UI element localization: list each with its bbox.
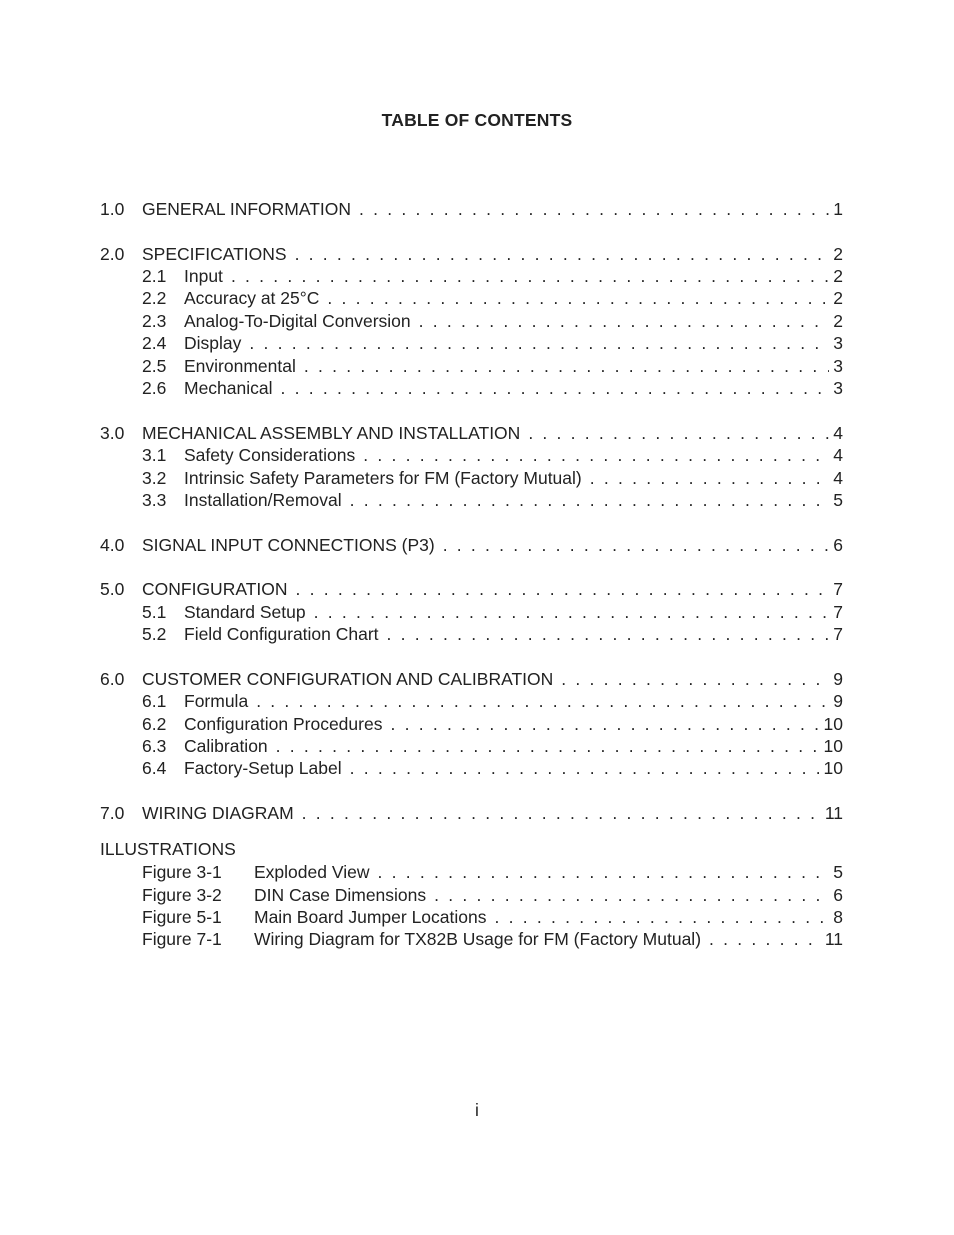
figure-label: DIN Case Dimensions (254, 884, 427, 905)
page-number: 1 (833, 199, 843, 219)
footer-page-number: i (475, 1100, 479, 1120)
dot-leader (296, 578, 830, 600)
dot-leader (302, 802, 821, 824)
dot-leader (709, 928, 821, 950)
page-number: 7 (833, 624, 843, 645)
dot-leader (256, 690, 829, 712)
subsection-label: Formula (184, 691, 249, 712)
subsection-label: Accuracy at 25°C (184, 288, 320, 309)
toc-entry[interactable] (100, 243, 843, 265)
subsection-number: 2.1 (142, 266, 167, 287)
section-number: 6.0 (100, 668, 125, 689)
dot-leader (390, 713, 819, 735)
toc-entry[interactable] (100, 198, 843, 220)
page-number: 4 (833, 445, 843, 466)
page-number: 6 (833, 534, 843, 555)
page-number: 11 (824, 802, 843, 823)
illustrations-section (100, 837, 843, 950)
toc-subentry[interactable] (100, 713, 843, 735)
page-number: 3 (833, 378, 843, 399)
page-number: 3 (833, 355, 843, 376)
dot-leader (231, 265, 829, 287)
section-number: 7.0 (100, 802, 125, 823)
subsection-label: Safety Considerations (184, 445, 356, 466)
page-number: 9 (833, 691, 843, 712)
subsection-number: 6.4 (142, 758, 167, 779)
figure-entry[interactable] (100, 884, 843, 906)
figure-label: Wiring Diagram for TX82B Usage for FM (Factory Mutual) (254, 929, 702, 950)
page-number: 2 (833, 266, 843, 287)
subsection-number: 3.3 (142, 489, 167, 510)
toc-subentry[interactable] (100, 623, 843, 645)
subsection-number: 2.4 (142, 333, 167, 354)
subsection-label: Display (184, 333, 242, 354)
toc-section (100, 243, 843, 400)
section-number: 4.0 (100, 534, 125, 555)
toc-subentry[interactable] (100, 377, 843, 399)
page-number: 4 (833, 467, 843, 488)
toc-subentry[interactable] (100, 690, 843, 712)
subsection-number: 6.1 (142, 691, 167, 712)
dot-leader (281, 377, 830, 399)
section-label: WIRING DIAGRAM (142, 802, 294, 823)
page-number: 10 (823, 735, 843, 756)
section-label: GENERAL INFORMATION (142, 199, 352, 219)
section-number: 5.0 (100, 579, 125, 600)
section-label: MECHANICAL ASSEMBLY AND INSTALLATION (142, 422, 521, 443)
toc-subentry[interactable] (100, 467, 843, 489)
section-label: CUSTOMER CONFIGURATION AND CALIBRATION (142, 668, 554, 689)
subsection-label: Intrinsic Safety Parameters for FM (Factory Mutual) (184, 467, 582, 488)
subsection-number: 2.5 (142, 355, 167, 376)
dot-leader (350, 757, 820, 779)
dot-leader (249, 332, 829, 354)
subsection-number: 5.2 (142, 624, 167, 645)
section-label: CONFIGURATION (142, 579, 288, 600)
figure-number: Figure 7-1 (142, 929, 222, 950)
dot-leader (350, 489, 830, 511)
toc-subentry[interactable] (100, 757, 843, 779)
subsection-label: Mechanical (184, 378, 273, 399)
subsection-label: Field Configuration Chart (184, 624, 379, 645)
page-number: 2 (833, 288, 843, 309)
subsection-number: 6.2 (142, 713, 167, 734)
subsection-number: 6.3 (142, 735, 167, 756)
dot-leader (304, 355, 829, 377)
toc-subentry[interactable] (100, 489, 843, 511)
page-number: 6 (833, 884, 843, 905)
dot-leader (363, 444, 829, 466)
toc-title: TABLE OF CONTENTS (381, 110, 573, 130)
toc-entry[interactable] (100, 534, 843, 556)
dot-leader (443, 534, 830, 556)
toc-entry[interactable] (100, 578, 843, 600)
subsection-number: 5.1 (142, 601, 167, 622)
toc-section (100, 802, 843, 824)
figure-number: Figure 5-1 (142, 906, 222, 927)
dot-leader (494, 906, 829, 928)
figure-entry[interactable] (100, 928, 843, 950)
toc-subentry[interactable] (100, 601, 843, 623)
toc-entry[interactable] (100, 422, 843, 444)
toc-list (100, 198, 843, 951)
toc-section (100, 578, 843, 645)
figure-entry[interactable] (100, 861, 843, 883)
page-number: 10 (823, 713, 843, 734)
page-number: 3 (833, 333, 843, 354)
dot-leader (419, 310, 830, 332)
dot-leader (377, 861, 829, 883)
toc-section (100, 422, 843, 512)
page-number: 7 (833, 579, 843, 600)
page-number: 7 (833, 601, 843, 622)
toc-section (100, 534, 843, 556)
section-number: 2.0 (100, 243, 125, 264)
subsection-label: Analog-To-Digital Conversion (184, 310, 411, 331)
toc-subentry[interactable] (100, 735, 843, 757)
page-number: 4 (833, 422, 843, 443)
toc-entry[interactable] (100, 802, 843, 824)
subsection-number: 2.3 (142, 310, 167, 331)
toc-entry[interactable] (100, 668, 843, 690)
subsection-number: 2.2 (142, 288, 167, 309)
page-number: 2 (833, 310, 843, 331)
subsection-label: Calibration (184, 735, 268, 756)
page-number: 11 (824, 929, 843, 950)
subsection-number: 3.2 (142, 467, 167, 488)
toc-section (100, 198, 843, 220)
figure-label: Exploded View (254, 862, 370, 883)
dot-leader (434, 884, 829, 906)
page-number: 9 (833, 668, 843, 689)
toc-subentry[interactable] (100, 287, 843, 309)
page-number: 5 (833, 862, 843, 883)
dot-leader (276, 735, 820, 757)
figure-entry[interactable] (100, 906, 843, 928)
dot-leader (295, 243, 830, 265)
toc-subentry[interactable] (100, 355, 843, 377)
subsection-number: 3.1 (142, 445, 167, 466)
figure-label: Main Board Jumper Locations (254, 906, 487, 927)
toc-subentry[interactable] (100, 310, 843, 332)
illustrations-heading: ILLUSTRATIONS (100, 839, 236, 860)
section-number: 3.0 (100, 422, 125, 443)
dot-leader (327, 287, 829, 309)
subsection-number: 2.6 (142, 378, 167, 399)
subsection-label: Standard Setup (184, 601, 306, 622)
subsection-label: Factory-Setup Label (184, 758, 342, 779)
page-number: 10 (823, 758, 843, 779)
page-number: 2 (833, 243, 843, 264)
subsection-label: Configuration Procedures (184, 713, 383, 734)
dot-leader (387, 623, 830, 645)
subsection-label: Environmental (184, 355, 296, 376)
toc-section (100, 668, 843, 780)
dot-leader (590, 467, 830, 489)
dot-leader (314, 601, 830, 623)
figure-number: Figure 3-2 (142, 884, 222, 905)
section-label: SPECIFICATIONS (142, 243, 287, 264)
dot-leader (561, 668, 829, 690)
toc-subentry[interactable] (100, 444, 843, 466)
page-number: 8 (833, 906, 843, 927)
subsection-label: Installation/Removal (184, 489, 342, 510)
section-number: 1.0 (100, 199, 125, 219)
subsection-label: Input (184, 266, 223, 287)
page-number: 5 (833, 489, 843, 510)
toc-subentry[interactable] (100, 265, 843, 287)
toc-subentry[interactable] (100, 332, 843, 354)
dot-leader (359, 198, 829, 220)
dot-leader (528, 422, 829, 444)
figure-number: Figure 3-1 (142, 862, 222, 883)
section-label: SIGNAL INPUT CONNECTIONS (P3) (142, 534, 435, 555)
